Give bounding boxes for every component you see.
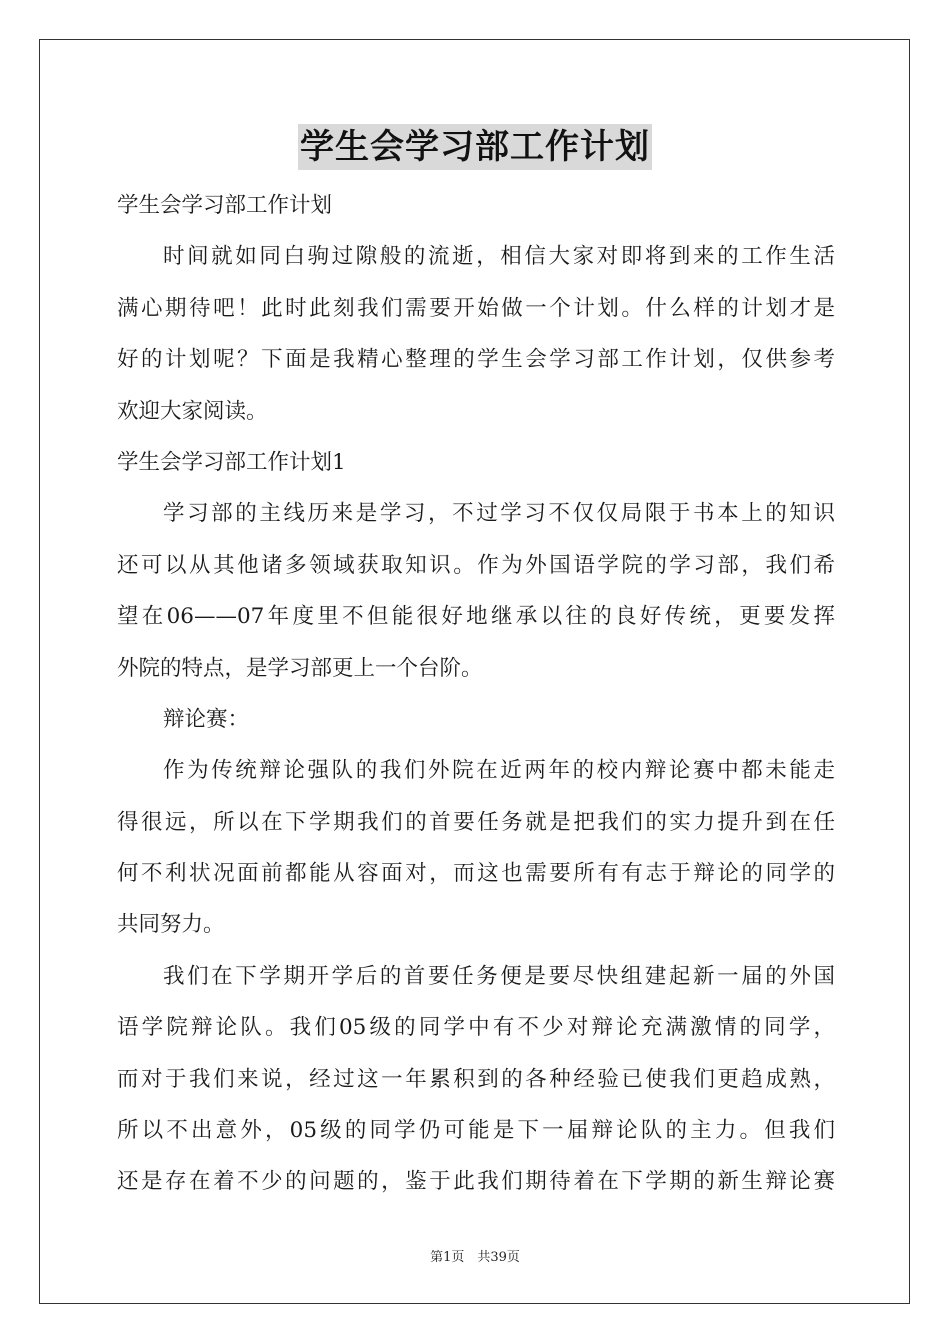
body-line: 我们在下学期开学后的首要任务便是要尽快组建起新一届的外国 — [163, 963, 835, 989]
document-title: 学生会学习部工作计划 — [298, 124, 652, 170]
body-line: 学生会学习部工作计划1 — [117, 449, 346, 475]
title-container — [0, 124, 950, 170]
body-line: 还可以从其他诸多领域获取知识。作为外国语学院的学习部，我们希 — [117, 552, 835, 578]
body-line: 共同努力。 — [117, 912, 225, 938]
body-line: 所以不出意外，05级的同学仍可能是下一届辩论队的主力。但我们 — [117, 1118, 835, 1144]
document-body — [117, 180, 835, 1208]
body-line: 辩论赛： — [163, 706, 250, 732]
body-line: 而对于我们来说，经过这一年累积到的各种经验已使我们更趋成熟， — [117, 1066, 835, 1092]
body-line: 欢迎大家阅读。 — [117, 398, 268, 424]
body-line: 作为传统辩论强队的我们外院在近两年的校内辩论赛中都未能走 — [163, 758, 835, 784]
body-line: 望在06——07年度里不但能很好地继承以往的良好传统，更要发挥 — [117, 604, 835, 630]
body-line: 满心期待吧！此时此刻我们需要开始做一个计划。什么样的计划才是 — [117, 295, 835, 321]
body-line: 时间就如同白驹过隙般的流逝，相信大家对即将到来的工作生活 — [163, 244, 835, 270]
body-line: 何不利状况面前都能从容面对，而这也需要所有有志于辩论的同学的 — [117, 861, 835, 887]
body-line: 学习部的主线历来是学习，不过学习不仅仅局限于书本上的知识 — [163, 501, 835, 527]
body-line: 外院的特点，是学习部更上一个台阶。 — [117, 655, 483, 681]
body-line: 得很远，所以在下学期我们的首要任务就是把我们的实力提升到在任 — [117, 809, 835, 835]
body-line: 语学院辩论队。我们05级的同学中有不少对辩论充满激情的同学， — [117, 1015, 835, 1041]
body-line: 学生会学习部工作计划 — [117, 193, 333, 218]
body-line: 还是存在着不少的问题的，鉴于此我们期待着在下学期的新生辩论赛 — [117, 1169, 835, 1195]
body-line: 好的计划呢？下面是我精心整理的学生会学习部工作计划，仅供参考 — [117, 347, 835, 373]
page-footer: 第1页 共39页 — [430, 1250, 520, 1265]
